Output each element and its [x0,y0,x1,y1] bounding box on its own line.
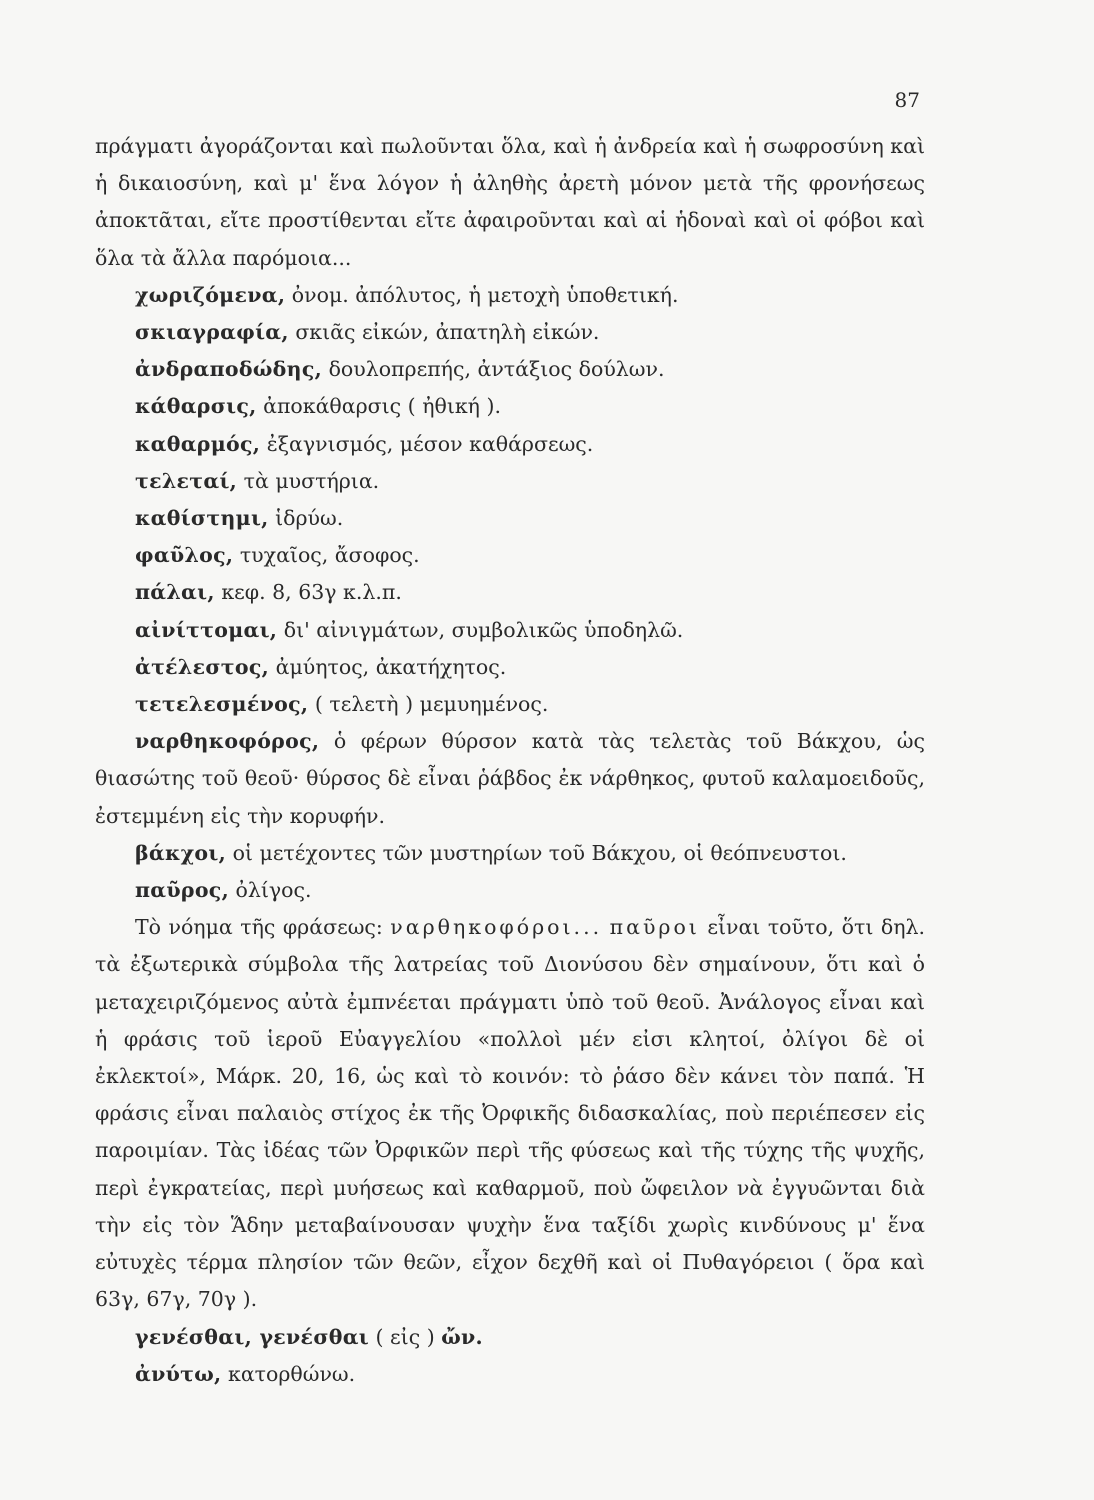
page-number: 87 [894,88,920,112]
headword: καθίστημι, [135,506,269,531]
gloss: ὀλίγος. [229,878,312,903]
headword: σκιαγραφία, [135,320,289,345]
gloss: ἱδρύω. [268,506,344,531]
gloss: οἱ μετέχοντες τῶν μυστηρίων τοῦ Βάκχου, οἱ θεόπνευστοι. [226,840,847,865]
gloss: κεφ. 8, 63γ κ.λ.π. [214,580,402,605]
glossary-entry [95,686,925,723]
glossary-entry [95,1319,925,1356]
glossary-entry [95,351,925,388]
page-text [95,128,925,1393]
glossary-entry [95,612,925,649]
glossary-entry [95,835,925,872]
gloss: τὰ μυστήρια. [237,468,380,493]
gloss: ὀνομ. ἀπόλυτος, ἡ μετοχὴ ὑποθετική. [285,282,679,307]
headword: ἀνδραποδώδης, [135,357,323,382]
note-mid [602,915,610,939]
headword: ναρθηκοφόρος, [135,729,320,754]
headword: ὤν. [441,1324,483,1349]
headword: ἀτέλεστος, [135,654,270,679]
gloss: ἀμύητος, ἀκατήχητος. [269,654,507,679]
glossary-entry [95,872,925,909]
headword: βάκχοι, [135,840,227,865]
glossary-entry [95,500,925,537]
glossary-entry [95,277,925,314]
gloss: ὁ φέρων θύρσον κατὰ τὰς τελετὰς τοῦ Βάκχου, ὡς θιασώτης τοῦ θεοῦ· θύρσος δὲ εἶναι ῥάβδος ἐκ νάρθηκος, φυτοῦ καλαμοειδοῦς, ἐστεμμένη εἰς τὴν κορυφήν. [95,729,925,828]
glossary-entry [95,723,925,835]
headword: φαῦλος, [135,543,234,568]
note-lead: Τὸ νόημα τῆς φράσεως: [135,915,391,940]
gloss: κατορθώνω. [221,1361,356,1386]
glossary-entry [95,463,925,500]
note-quote-a: ναρθηκοφόροι... [390,915,603,940]
headword: κάθαρσις, [135,394,257,419]
headword: αἰνίττομαι, [135,617,278,642]
glossary-entry [95,649,925,686]
gloss: ἐξαγνισμός, μέσον καθάρσεως. [260,431,594,456]
headword: καθαρμός, [135,431,261,456]
note-rest: εἶναι τοῦτο, ὅτι δηλ. τὰ ἐξωτερικὰ σύμβολα τῆς λατρείας τοῦ Διονύσου δὲν σημαίνουν, ὅτι καὶ ὁ μεταχειριζόμενος αὐτὰ ἐμπνέεται πράγματι ὑπὸ τοῦ θεοῦ. Ἀνάλογος εἶναι καὶ ἡ φράσις τοῦ ἱεροῦ Εὐαγγελίου «πολλοὶ μέν εἰσι κλητοί, ὀλίγοι δὲ οἱ ἐκλεκτοί», Μάρκ. 20, 16, ὡς καὶ τὸ κοινόν: τὸ ῥάσο δὲν κάνει τὸν παπά. Ἡ φράσις εἶναι παλαιὸς στίχος ἐκ τῆς Ὀρφικῆς διδασκαλίας, ποὺ περιέπεσεν εἰς παροιμίαν. Τὰς ἰδέας τῶν Ὀρφικῶν περὶ τῆς φύσεως καὶ τῆς τύχης τῆς ψυχῆς, περὶ ἐγκρατείας, περὶ μυήσεως καὶ καθαρμοῦ, ποὺ ὤφειλον νὰ ἐγγυῶνται διὰ τὴν εἰς τὸν Ἅδην μεταβαίνουσαν ψυχὴν ἕνα ταξίδι χωρὶς κινδύνους μ' ἕνα εὐτυχὲς τέρμα πλησίον τῶν θεῶν, εἶχον δεχθῆ καὶ οἱ Πυθαγόρειοι ( ὅρα καὶ 63γ, 67γ, 70γ ). [95,915,925,1312]
glossary-entry [95,1356,925,1393]
headword: πάλαι, [135,580,215,605]
headword: τετελεσμένος, [135,692,309,717]
gloss: σκιᾶς εἰκών, ἀπατηλὴ εἰκών. [288,320,600,345]
headword: χωριζόμενα, [135,282,286,307]
gloss: ( τελετὴ ) μεμυημένος. [308,692,549,717]
glossary-entry [95,574,925,611]
glossary-entry [95,426,925,463]
note-quote-b: παῦροι [609,915,700,940]
gloss: τυχαῖος, ἄσοφος. [233,543,420,568]
gloss: δι' αἰνιγμάτων, συμβολικῶς ὑποδηλῶ. [277,617,684,642]
gloss: δουλοπρεπής, ἀντάξιος δούλων. [322,357,665,382]
headword: ἀνύτω, [135,1361,222,1386]
glossary-entry [95,314,925,351]
glossary-entry [95,537,925,574]
headword: τελεταί, [135,468,238,493]
gloss: ἀποκάθαρσις ( ἠθική ). [256,394,501,419]
note-paragraph [95,909,925,1318]
headword: γενέσθαι, γενέσθαι [135,1324,370,1349]
headword: παῦρος, [135,878,230,903]
gloss: ( εἰς ) [369,1324,442,1349]
opening-paragraph: πράγματι ἀγοράζονται καὶ πωλοῦνται ὅλα, καὶ ἡ ἀνδρεία καὶ ἡ σωφροσύνη καὶ ἡ δικαιοσύνη, καὶ μ' ἕνα λόγον ἡ ἀληθὴς ἀρετὴ μόνον μετὰ τῆς φρονήσεως ἀποκτᾶται, εἴτε προστίθενται εἴτε ἀφαιροῦνται καὶ αἱ ἡδοναὶ καὶ οἱ φόβοι καὶ ὅλα τὰ ἄλλα παρόμοια... [95,134,925,270]
glossary-entry [95,388,925,425]
